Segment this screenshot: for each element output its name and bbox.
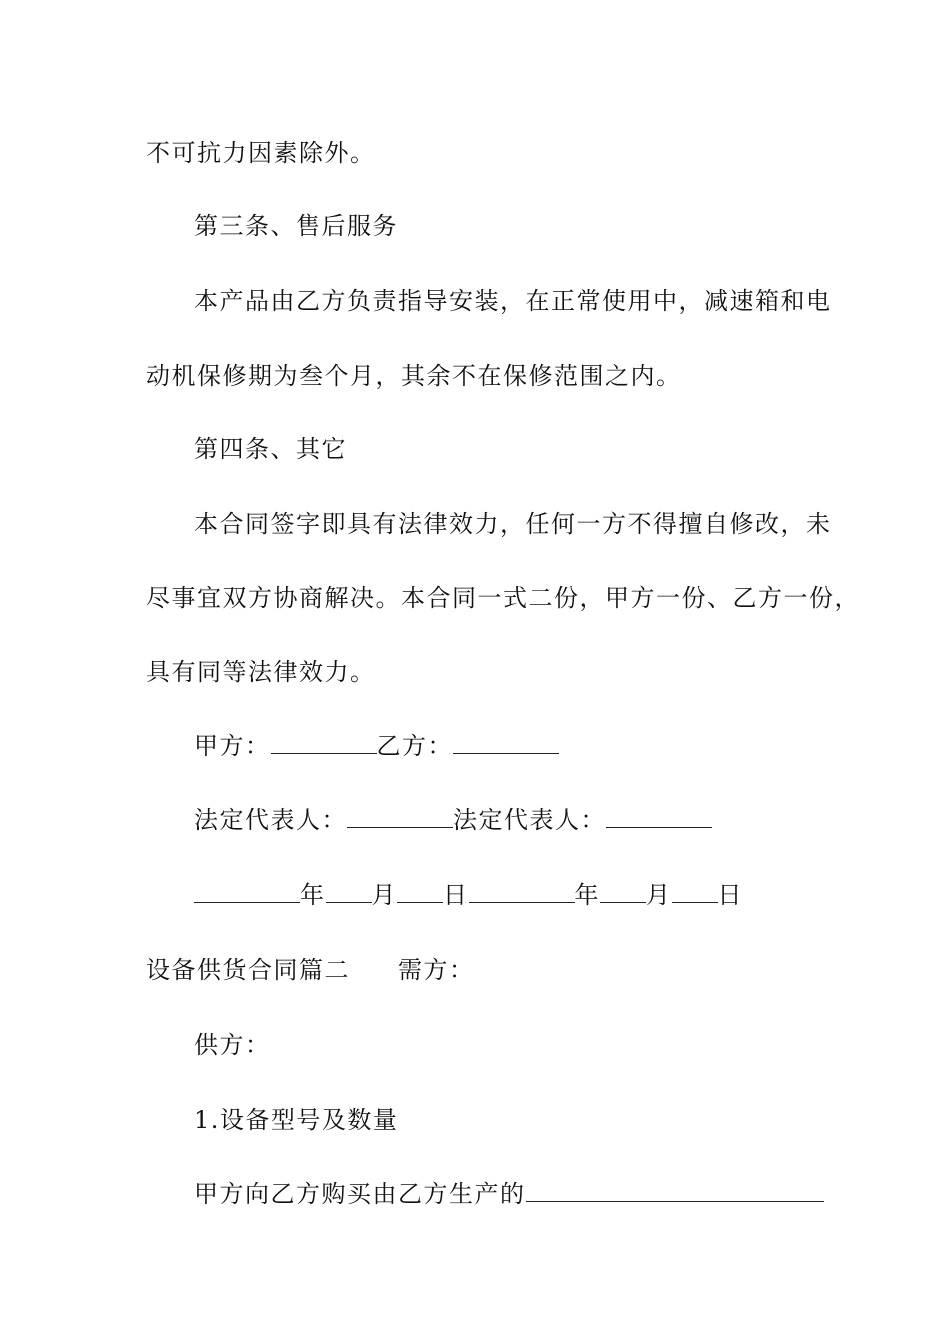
party-b-blank[interactable] <box>453 731 559 754</box>
month-a-blank[interactable] <box>326 880 372 903</box>
day-label: 日 <box>717 881 743 909</box>
rep-a-label: 法定代表人： <box>194 806 347 834</box>
signature-date-line <box>194 879 743 911</box>
article-3-paragraph-line-1: 本产品由乙方负责指导安装，在正常使用中，减速箱和电 <box>194 287 832 315</box>
day-b-blank[interactable] <box>672 880 718 903</box>
article-3-paragraph-line-2: 动机保修期为叁个月，其余不在保修范围之内。 <box>146 362 682 390</box>
signature-party-line <box>194 730 559 762</box>
rep-b-blank[interactable] <box>606 805 712 828</box>
party-a-label: 甲方： <box>194 732 271 760</box>
item-1-text: 甲方向乙方购买由乙方生产的 <box>194 1180 526 1208</box>
year-label: 年 <box>300 881 326 909</box>
year-label: 年 <box>574 881 600 909</box>
item-1-paragraph-line <box>194 1178 824 1210</box>
month-b-blank[interactable] <box>600 880 646 903</box>
article-3-title: 第三条、售后服务 <box>194 212 398 240</box>
article-4-paragraph-line-1: 本合同签字即具有法律效力，任何一方不得擅自修改，未 <box>194 510 832 538</box>
article-4-title: 第四条、其它 <box>194 435 347 463</box>
signature-representative-line <box>194 804 712 836</box>
party-a-blank[interactable] <box>271 731 377 754</box>
text-line: 不可抗力因素除外。 <box>146 139 376 167</box>
year-a-blank[interactable] <box>194 880 300 903</box>
article-4-paragraph-line-3: 具有同等法律效力。 <box>146 658 376 686</box>
year-b-blank[interactable] <box>469 880 575 903</box>
day-label: 日 <box>443 881 469 909</box>
party-b-label: 乙方： <box>376 732 453 760</box>
rep-b-label: 法定代表人： <box>453 806 606 834</box>
article-4-paragraph-line-2: 尽事宜双方协商解决。本合同一式二份，甲方一份、乙方一份， <box>146 584 860 612</box>
section-2-title: 设备供货合同篇二 <box>146 956 350 984</box>
month-label: 月 <box>371 881 397 909</box>
rep-a-blank[interactable] <box>347 805 453 828</box>
item-1-title: 1.设备型号及数量 <box>194 1106 399 1134</box>
month-label: 月 <box>646 881 672 909</box>
buyer-label: 需方： <box>398 956 475 984</box>
product-blank[interactable] <box>526 1179 824 1202</box>
day-a-blank[interactable] <box>397 880 443 903</box>
section-2-heading-line <box>146 954 475 986</box>
supplier-label: 供方： <box>194 1031 271 1059</box>
